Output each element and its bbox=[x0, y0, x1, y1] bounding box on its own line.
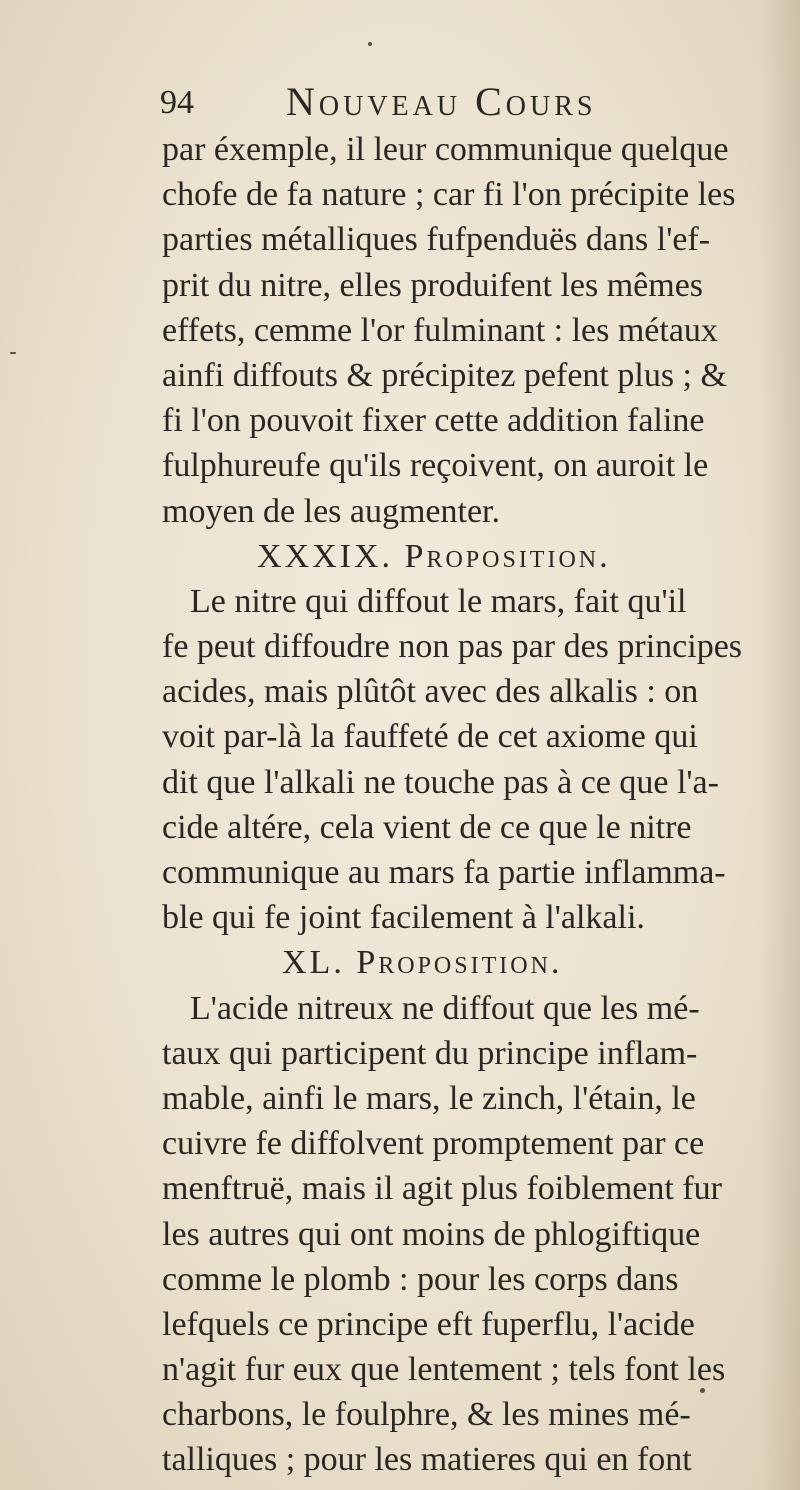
text-line: L'acide nitreux ne diffout que les mé- bbox=[190, 989, 700, 1027]
text-line: voit par-là la fauffeté de cet axiome qui bbox=[162, 718, 698, 756]
text-line: cide altére, cela vient de ce que le nitre bbox=[162, 808, 692, 846]
text-line: Le nitre qui diffout le mars, fait qu'il bbox=[190, 582, 687, 620]
text-line: talliques ; pour les matieres qui en font bbox=[162, 1441, 692, 1479]
text-line: ble qui fe joint facilement à l'alkali. bbox=[162, 899, 645, 937]
text-line: n'agit fur eux que lentement ; tels font les bbox=[162, 1351, 726, 1389]
page-number: 94 bbox=[160, 84, 194, 121]
text-line: effets, cemme l'or fulminant : les métaux bbox=[162, 311, 718, 349]
text-line: comme le plomb : pour les corps dans bbox=[162, 1260, 679, 1298]
text-line: fe peut diffoudre non pas par des principes bbox=[162, 628, 743, 666]
text-line: mable, ainfi le mars, le zinch, l'étain, le bbox=[162, 1079, 696, 1117]
body-text bbox=[162, 127, 800, 1483]
text-line: moyen de les augmenter. bbox=[162, 492, 501, 530]
paper-speck bbox=[368, 42, 372, 46]
text-line: parties métalliques fufpenduës dans l'ef- bbox=[162, 221, 711, 259]
text-line: ainfi diffouts & précipitez pefent plus ; & bbox=[162, 356, 727, 394]
text-line: chofe de fa nature ; car fi l'on précipite les bbox=[162, 176, 736, 214]
text-line: lefquels ce principe eft fuperflu, l'acide bbox=[162, 1305, 695, 1343]
section-heading-xxxix: XXXIX. Proposition. bbox=[257, 537, 611, 575]
text-line: fi l'on pouvoit fixer cette addition faline bbox=[162, 402, 705, 440]
text-line: cuivre fe diffolvent promptement par ce bbox=[162, 1125, 705, 1163]
paper-speck bbox=[10, 352, 16, 354]
paper-speck bbox=[700, 1388, 705, 1393]
text-line: acides, mais plûtôt avec des alkalis : on bbox=[162, 673, 699, 711]
text-line: dit que l'alkali ne touche pas à ce que l'a- bbox=[162, 763, 719, 801]
text-line: communique au mars fa partie inflamma- bbox=[162, 854, 726, 891]
text-line: fulphureufe qu'ils reçoivent, on auroit le bbox=[162, 447, 709, 485]
text-line: prit du nitre, elles produifent les mêmes bbox=[162, 266, 704, 304]
text-line: charbons, le foulphre, & les mines mé- bbox=[162, 1396, 691, 1434]
section-heading-xl: XL. Proposition. bbox=[282, 944, 563, 982]
text-line: par éxemple, il leur communique quelque bbox=[162, 131, 729, 168]
text-line: les autres qui ont moins de phlogiftique bbox=[162, 1215, 701, 1253]
text-line: taux qui participent du principe inflam- bbox=[162, 1034, 698, 1072]
running-head: Nouveau Cours bbox=[286, 79, 597, 124]
text-line: menftruë, mais il agit plus foiblement fur bbox=[162, 1170, 722, 1208]
page-header bbox=[160, 78, 760, 128]
